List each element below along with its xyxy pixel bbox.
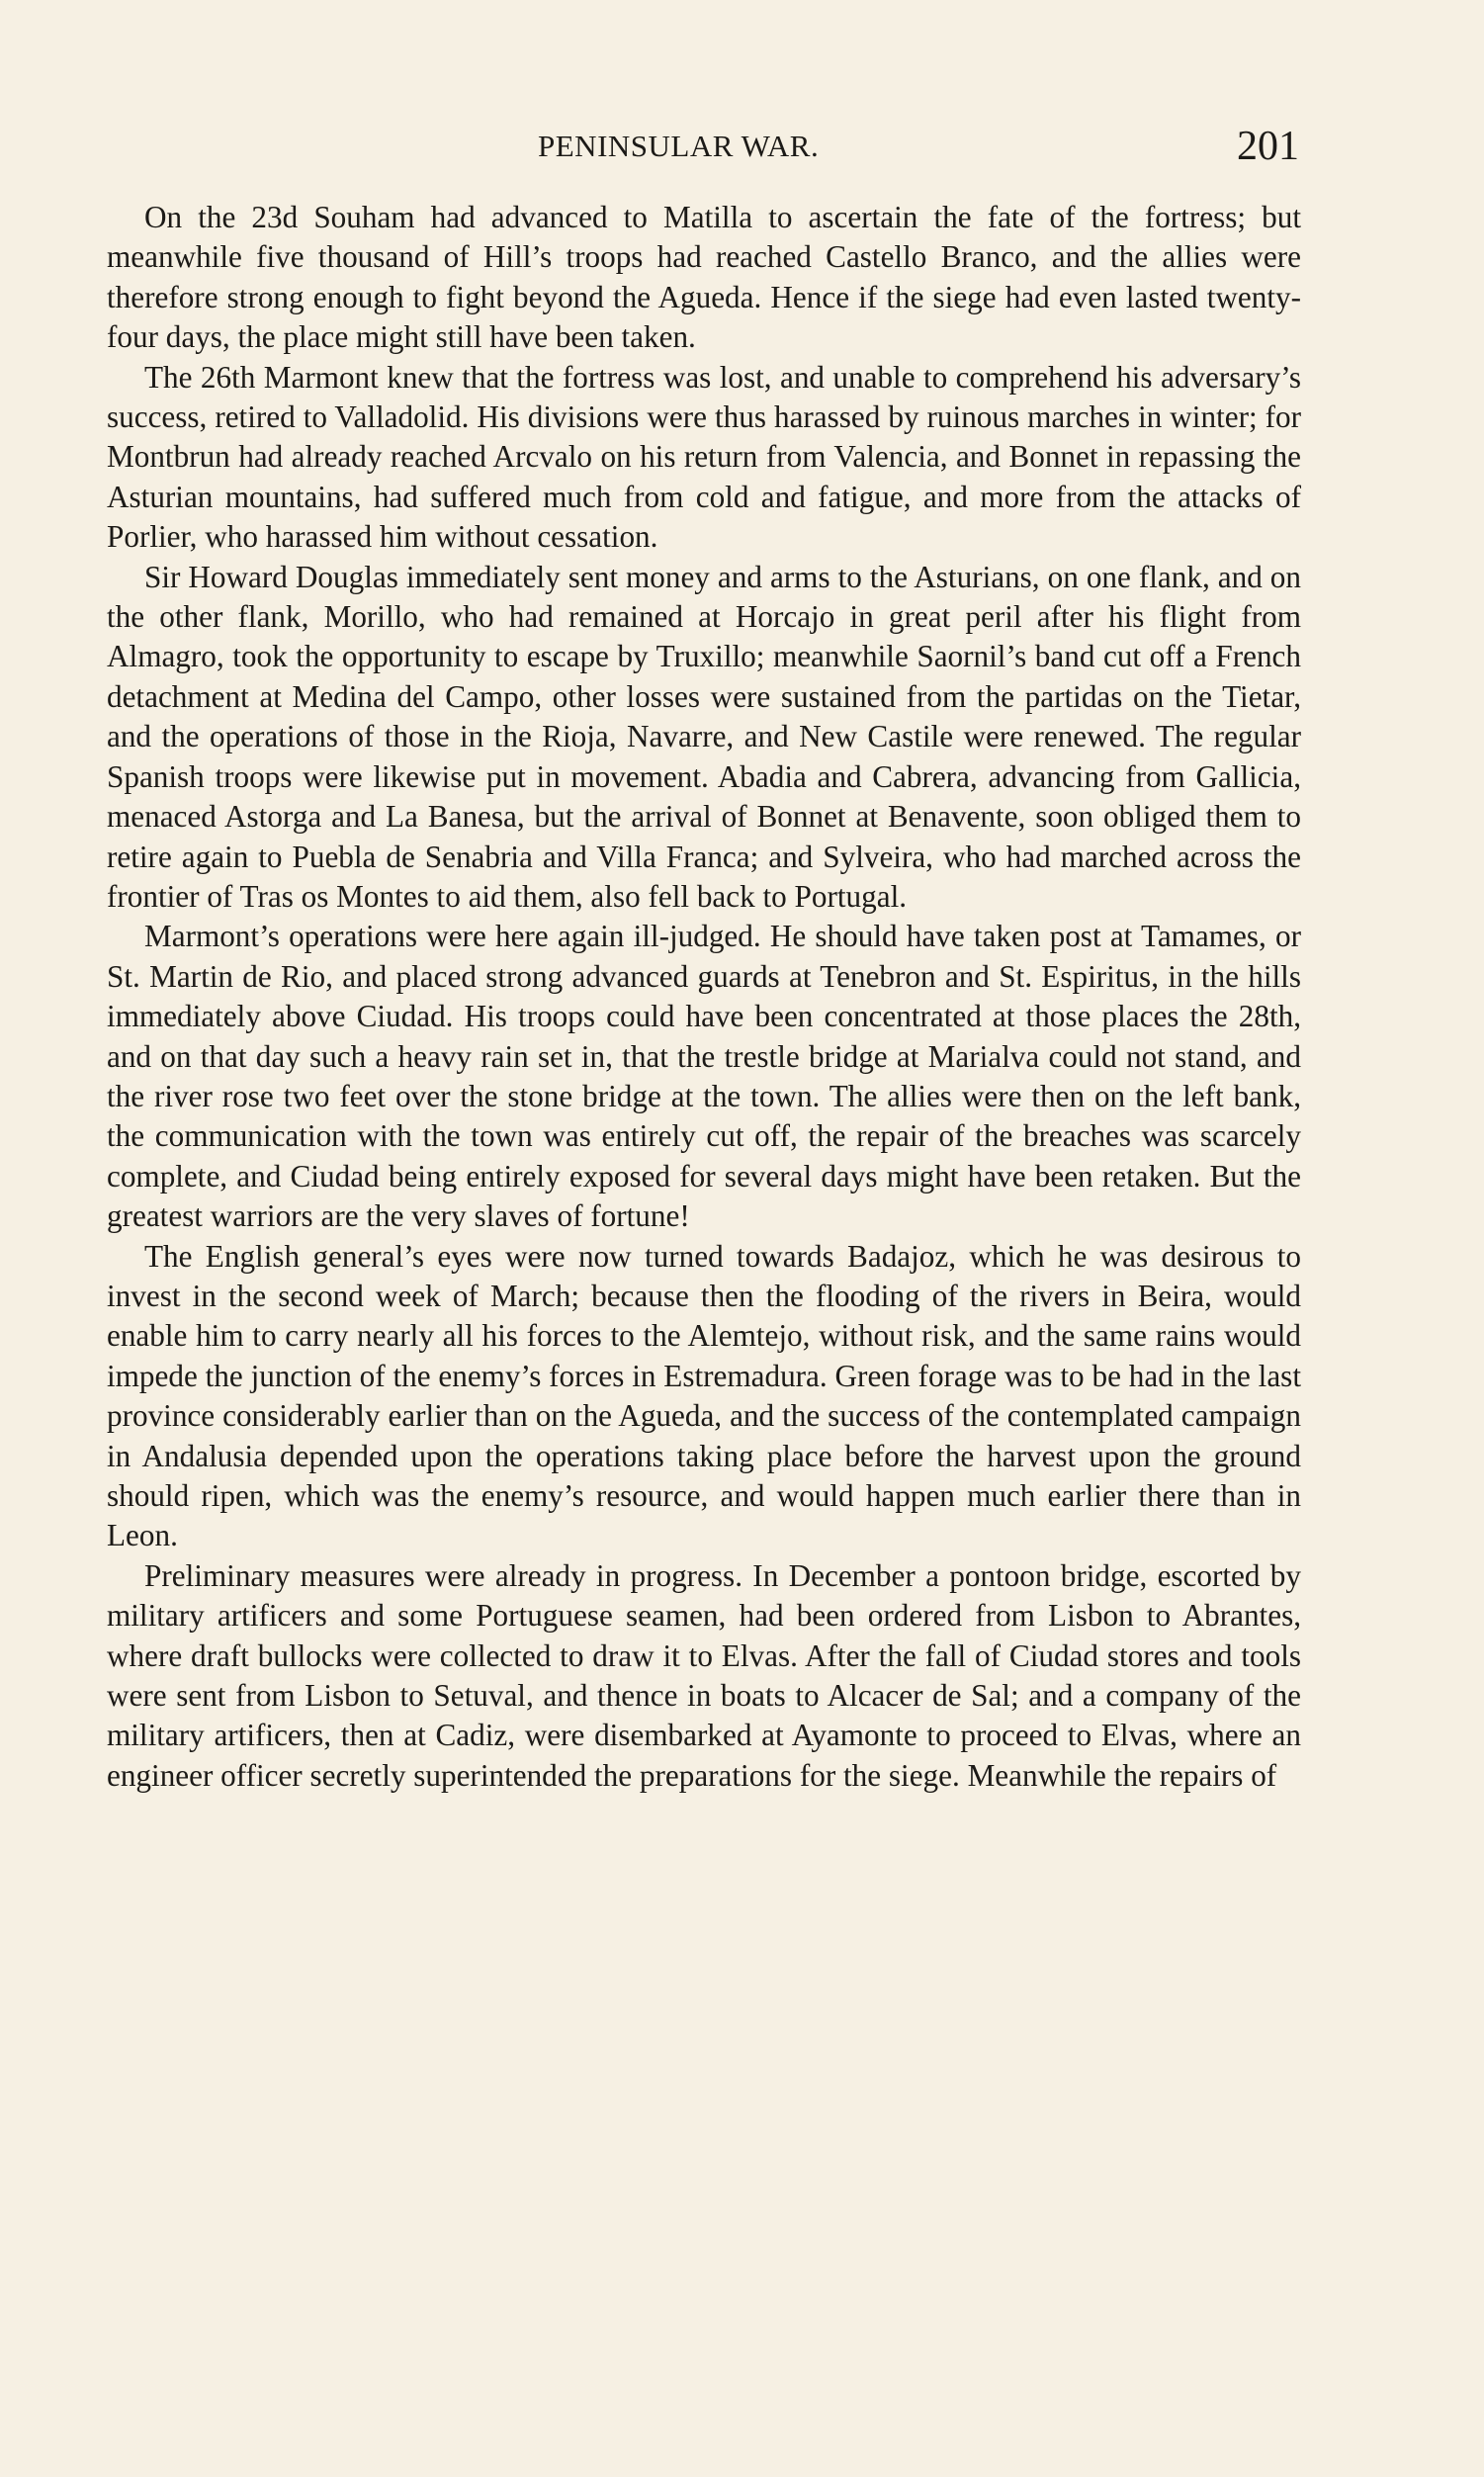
page-header <box>107 123 1301 182</box>
paragraph: The English general’s eyes were now turned towards Badajoz, which he was desirous to invest in the second week of March; because then the flooding of the rivers in Beira, would enable him to carry nearly all his forces to the Alemtejo, without risk, and the same rains would impede the junction of the enemy’s forces in Estremadura. Green forage was to be had in the last province considerably earlier than on the Agueda, and the success of the contemplated campaign in Andalusia depended upon the operations taking place before the harvest upon the ground should ripen, which was the enemy’s resource, and would happen much earlier there than in Leon. <box>107 1238 1301 1553</box>
paragraph: Sir Howard Douglas immediately sent money and arms to the Asturians, on one flank, and on the other flank, Morillo, who had remained at Horcajo in great peril after his flight from Almagro, took the opportunity to escape by Truxillo; meanwhile Saornil’s band cut off a French detachment at Medina del Campo, other losses were sustained from the partidas on the Tietar, and the operations of those in the Rioja, Navarre, and New Castile were renewed. The regular Spanish troops were likewise put in movement. Abadia and Cabrera, advancing from Gallicia, menaced Astorga and La Banesa, but the arrival of Bonnet at Benavente, soon obliged them to retire again to Puebla de Senabria and Villa Franca; and Sylveira, who had marched across the frontier of Tras os Montes to aid them, also fell back to Portugal. <box>107 559 1301 914</box>
paragraph: On the 23d Souham had advanced to Matilla to ascertain the fate of the fortress; but meanwhile five thousand of Hill’s troops had reached Castello Branco, and the allies were therefore strong enough to fight beyond the Agueda. Hence if the siege had even lasted twenty-four days, the place might still have been taken. <box>107 200 1301 355</box>
body-text <box>107 198 1301 1796</box>
paragraph: The 26th Marmont knew that the fortress was lost, and unable to comprehend his adversary’s success, retired to Valladolid. His divisions were thus harassed by ruinous marches in winter; for Montbrun had already reached Arcvalo on his return from Valencia, and Bonnet in repassing the Asturian mountains, had suffered much from cold and fatigue, and more from the attacks of Porlier, who harassed him without cessation. <box>107 359 1301 555</box>
page-number: 201 <box>1237 124 1299 169</box>
paragraph: Preliminary measures were already in progress. In December a pontoon bridge, escorted by military artificers and some Portuguese seamen, had been ordered from Lisbon to Abrantes, where draft bullocks were collected to draw it to Elvas. After the fall of Ciudad stores and tools were sent from Lisbon to Setuval, and thence in boats to Alcacer de Sal; and a company of the military artificers, then at Cadiz, were disembarked at Ayamonte to proceed to Elvas, where an engineer officer secretly superintended the preparations for the siege. Meanwhile the repairs of <box>107 1557 1301 1793</box>
paragraph: Marmont’s operations were here again ill-judged. He should have taken post at Tamames, or St. Martin de Rio, and placed strong advanced guards at Tenebron and St. Espiritus, in the hills immediately above Ciudad. His troops could have been concentrated at those places the 28th, and on that day such a heavy rain set in, that the trestle bridge at Marialva could not stand, and the river rose two feet over the stone bridge at the town. The allies were then on the left bank, the communication with the town was entirely cut off, the repair of the breaches was scarcely complete, and Ciudad being entirely exposed for several days might have been retaken. But the greatest warriors are the very slaves of fortune! <box>107 919 1301 1234</box>
running-head: PENINSULAR WAR. <box>538 129 820 163</box>
